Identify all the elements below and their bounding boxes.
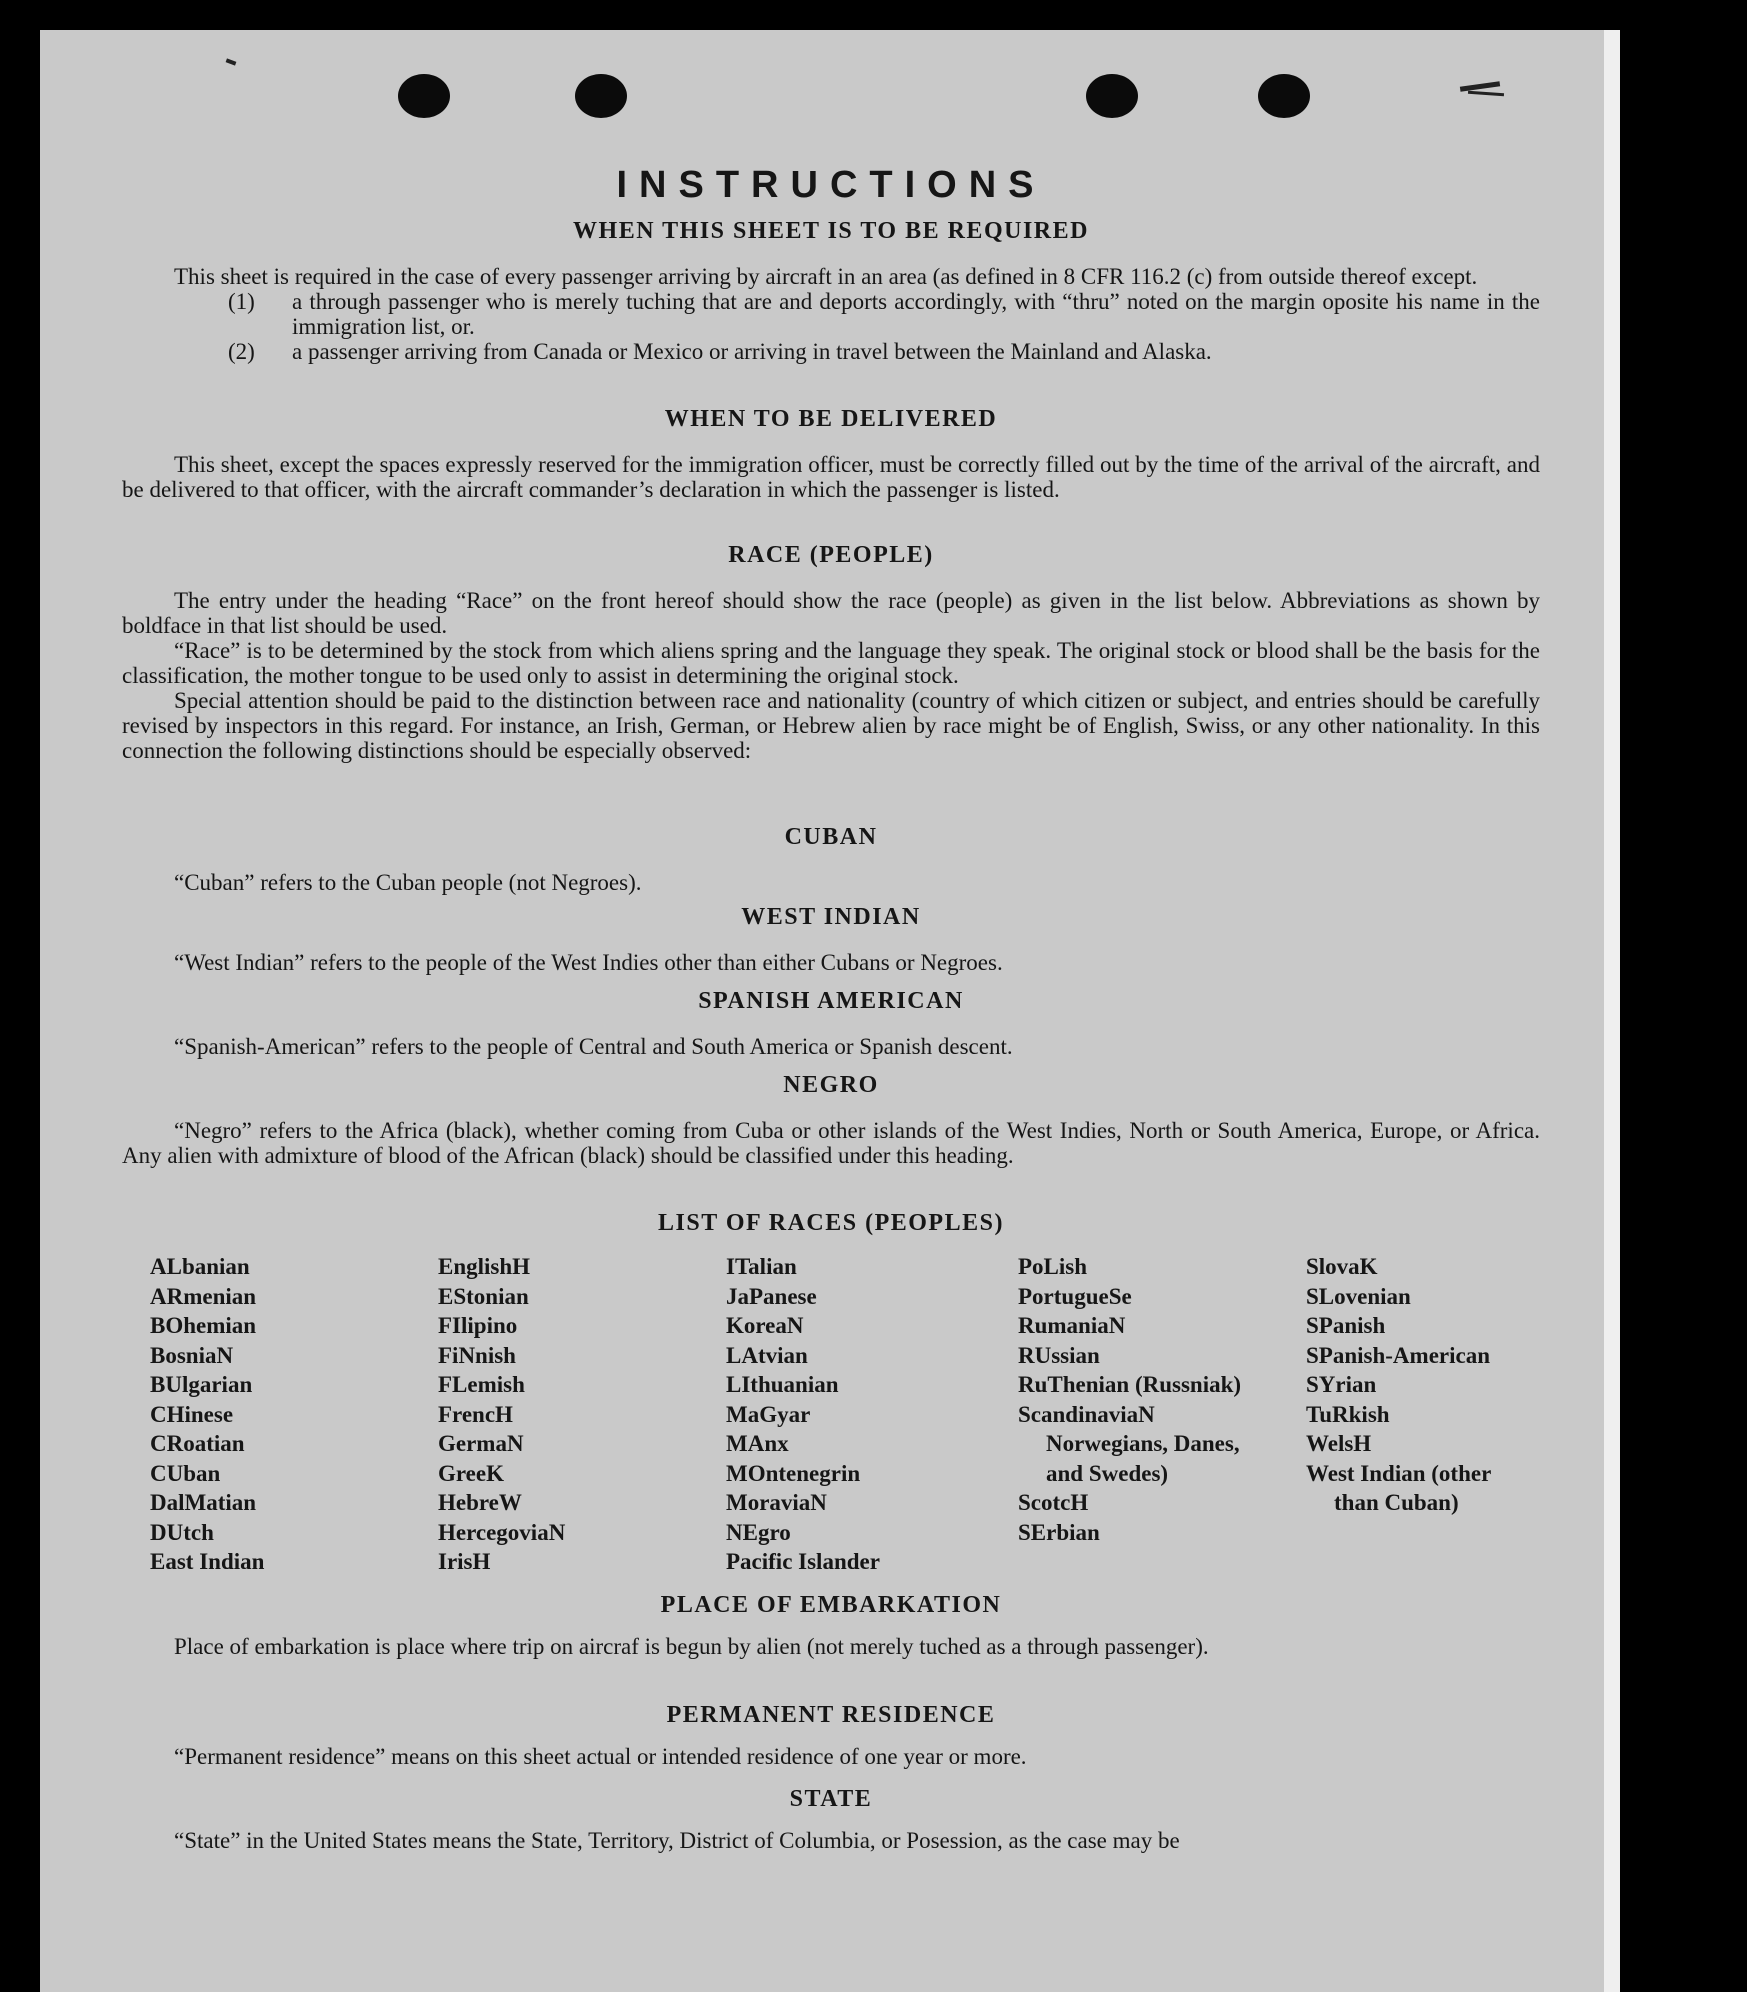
paragraph: “Permanent residence” means on this sheet actual or intended residence of one year or more. bbox=[174, 1744, 1027, 1769]
race-entry: MaGyar bbox=[726, 1401, 811, 1427]
section-heading: WHEN TO BE DELIVERED bbox=[664, 406, 998, 432]
scratch-mark bbox=[1460, 81, 1500, 92]
race-entry: TuRkish bbox=[1306, 1401, 1390, 1427]
paragraph: This sheet, except the spaces expressly reserved for the immigration officer, must be correctly filled out by the time of the arrival of the aircraft, and be delivered to that officer, with the aircraft commander’s declaration in which the passenger is listed. bbox=[122, 452, 1540, 502]
punch-hole bbox=[1258, 74, 1310, 118]
race-entry: FrencH bbox=[438, 1401, 513, 1427]
race-entry: East Indian bbox=[150, 1549, 265, 1574]
section-heading: PLACE OF EMBARKATION bbox=[660, 1592, 1002, 1618]
race-entry: EnglishH bbox=[438, 1254, 531, 1279]
paragraph: “Cuban” refers to the Cuban people (not Negroes). bbox=[174, 870, 642, 895]
item-text: a through passenger who is merely tuching that are and deports accordingly, with “thru” noted on the margin oposite his name in the immigration list, or. bbox=[292, 289, 1540, 339]
race-entry: LAtvian bbox=[726, 1342, 808, 1368]
punch-hole bbox=[1086, 74, 1138, 118]
race-entry: LIthuanian bbox=[726, 1372, 839, 1397]
list-item bbox=[122, 289, 1540, 339]
race-entry: PortugueSe bbox=[1018, 1283, 1132, 1309]
paragraph: “State” in the United States means the State, Territory, District of Columbia, or Posession, as the case may be bbox=[174, 1828, 1180, 1853]
race-entry: ALbanian bbox=[150, 1254, 250, 1279]
section-heading: RACE (PEOPLE) bbox=[728, 542, 934, 568]
race-entry: SPanish-American bbox=[1306, 1342, 1490, 1368]
race-entry: CRoatian bbox=[150, 1431, 245, 1456]
race-list bbox=[122, 1252, 1540, 1577]
race-entry: WelsH bbox=[1306, 1431, 1372, 1456]
race-entry: PoLish bbox=[1018, 1254, 1088, 1279]
race-entry: BosniaN bbox=[150, 1342, 234, 1368]
race-entry: MAnx bbox=[726, 1431, 789, 1456]
race-entry: DalMatian bbox=[150, 1490, 257, 1515]
race-column bbox=[410, 1252, 698, 1577]
page-title: INSTRUCTIONS bbox=[616, 164, 1046, 206]
race-entry: BOhemian bbox=[150, 1313, 257, 1338]
item-text: a passenger arriving from Canada or Mexico or arriving in travel between the Mainland and Alaska. bbox=[292, 339, 1212, 364]
race-column bbox=[698, 1252, 990, 1577]
race-entry: MOntenegrin bbox=[726, 1460, 861, 1486]
race-entry: ScandinaviaN Norwegians, Danes, and Swedes) bbox=[1018, 1401, 1240, 1486]
race-column bbox=[1278, 1252, 1540, 1577]
race-entry: CUban bbox=[150, 1460, 221, 1486]
section-heading: WEST INDIAN bbox=[741, 904, 921, 930]
section-heading: NEGRO bbox=[783, 1072, 879, 1098]
race-entry: RumaniaN bbox=[1018, 1313, 1126, 1338]
paragraph: “Race” is to be determined by the stock from which aliens spring and the language they speak. The original stock or blood shall be the basis for the classification, the mother tongue to be used only to assist in determining the original stock. bbox=[122, 638, 1540, 688]
race-entry: RuThenian (Russniak) bbox=[1018, 1372, 1242, 1397]
race-entry: CHinese bbox=[150, 1401, 234, 1427]
race-entry: ScotcH bbox=[1018, 1490, 1089, 1515]
race-entry: West Indian (other than Cuban) bbox=[1306, 1460, 1491, 1515]
race-entry: RUssian bbox=[1018, 1342, 1100, 1368]
race-column bbox=[990, 1252, 1278, 1577]
race-entry: HercegoviaN bbox=[438, 1519, 566, 1545]
race-entry: FLemish bbox=[438, 1372, 525, 1397]
paragraph: Place of embarkation is place where trip on aircraf is begun by alien (not merely tuched as a through passenger). bbox=[174, 1634, 1209, 1659]
race-entry: MoraviaN bbox=[726, 1490, 827, 1515]
section-heading: SPANISH AMERICAN bbox=[698, 988, 964, 1014]
scratch-mark bbox=[1468, 91, 1504, 97]
item-number: (1) bbox=[228, 289, 255, 314]
section-heading: CUBAN bbox=[784, 824, 878, 850]
paragraph: The entry under the heading “Race” on the front hereof should show the race (people) as given in the list below. Abbreviations as shown by boldface in that list should be used. bbox=[122, 588, 1540, 638]
race-entry: Pacific Islander bbox=[726, 1549, 880, 1574]
race-entry: EStonian bbox=[438, 1283, 529, 1309]
race-entry: NEgro bbox=[726, 1519, 791, 1545]
paragraph: “Negro” refers to the Africa (black), whether coming from Cuba or other islands of the West Indies, North or South America, Europe, or Africa. Any alien with admixture of blood of the African (black) should be classified under this heading. bbox=[122, 1118, 1540, 1168]
race-entry: KoreaN bbox=[726, 1313, 804, 1338]
item-number: (2) bbox=[228, 339, 255, 364]
race-entry: GermaN bbox=[438, 1431, 524, 1456]
paragraph: “Spanish-American” refers to the people of Central and South America or Spanish descent. bbox=[174, 1034, 1013, 1059]
race-entry: BUlgarian bbox=[150, 1372, 253, 1397]
section-heading: LIST OF RACES (PEOPLES) bbox=[658, 1210, 1004, 1236]
list-item bbox=[122, 339, 1540, 364]
race-entry: ITalian bbox=[726, 1254, 797, 1279]
race-entry: SYrian bbox=[1306, 1372, 1377, 1397]
race-entry: JaPanese bbox=[726, 1283, 817, 1309]
race-entry: SErbian bbox=[1018, 1519, 1100, 1545]
page-edge bbox=[1604, 30, 1620, 1992]
scratch-mark bbox=[226, 58, 237, 65]
race-entry: SlovaK bbox=[1306, 1254, 1378, 1279]
race-entry: SPanish bbox=[1306, 1313, 1386, 1338]
race-entry: FiNnish bbox=[438, 1342, 516, 1368]
race-column bbox=[122, 1252, 410, 1577]
race-entry: GreeK bbox=[438, 1460, 504, 1486]
paragraph: “West Indian” refers to the people of the West Indies other than either Cubans or Negroes. bbox=[174, 950, 1003, 975]
punch-hole bbox=[398, 74, 450, 118]
section-heading: STATE bbox=[789, 1786, 873, 1812]
section-heading: WHEN THIS SHEET IS TO BE REQUIRED bbox=[573, 218, 1089, 244]
race-entry: ARmenian bbox=[150, 1283, 257, 1309]
section-heading: PERMANENT RESIDENCE bbox=[666, 1702, 996, 1728]
paragraph: This sheet is required in the case of every passenger arriving by aircraft in an area (as defined in 8 CFR 116.2 (c) from outside thereof except. bbox=[174, 264, 1478, 289]
race-entry: IrisH bbox=[438, 1549, 491, 1574]
punch-hole bbox=[575, 74, 627, 118]
race-entry: SLovenian bbox=[1306, 1283, 1411, 1309]
race-entry: DUtch bbox=[150, 1519, 214, 1545]
race-entry: FIlipino bbox=[438, 1313, 518, 1338]
paragraph: Special attention should be paid to the distinction between race and nationality (country of which citizen or subject, and entries should be carefully revised by inspectors in this regard. For instance, an Irish, German, or Hebrew alien by race might be of English, Swiss, or any other nationality. In this connection the following distinctions should be especially observed: bbox=[122, 688, 1540, 763]
race-entry: HebreW bbox=[438, 1490, 522, 1515]
document-sheet bbox=[40, 30, 1620, 1992]
